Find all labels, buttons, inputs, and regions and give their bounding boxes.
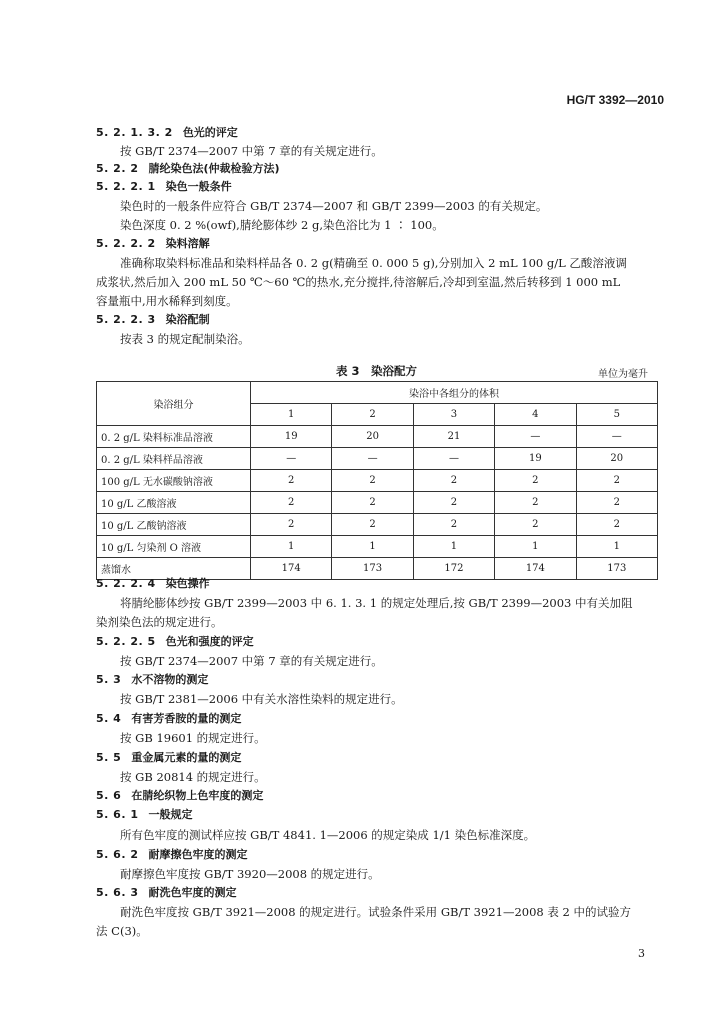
paragraph: 按 GB 19601 的规定进行。 xyxy=(120,731,266,745)
table-row xyxy=(97,536,658,558)
section-title: 水不溶物的测定 xyxy=(131,673,209,686)
paragraph: 耐洗色牢度按 GB/T 3921—2008 的规定进行。试验条件采用 GB/T 3921—2008 表 2 中的试验方 xyxy=(120,905,631,919)
paragraph-continuation: 成浆状,然后加入 200 mL 50 ℃～60 ℃的热水,充分搅拌,待溶解后,冷却到室温,然后转移到 1 000 mL xyxy=(96,275,621,289)
paragraph: 按 GB/T 2381—2006 中有关水溶性染料的规定进行。 xyxy=(120,692,403,706)
section-heading xyxy=(96,712,241,726)
table-cell: 2 xyxy=(251,492,332,514)
section-number: 5. 2. 2. 1 xyxy=(96,180,156,193)
table-cell: 19 xyxy=(251,426,332,448)
table-cell: 2 xyxy=(413,492,494,514)
table-cell: 21 xyxy=(413,426,494,448)
table-cell: 20 xyxy=(576,448,657,470)
table-row xyxy=(97,448,658,470)
section-title: 色光和强度的评定 xyxy=(165,635,254,648)
paragraph: 所有色牢度的测试样应按 GB/T 4841. 1—2006 的规定染成 1/1 染色标准深度。 xyxy=(120,828,536,842)
page-number: 3 xyxy=(638,947,645,960)
section-heading xyxy=(96,180,232,194)
paragraph-continuation: 染剂染色法的规定进行。 xyxy=(96,615,223,629)
paragraph: 染色时的一般条件应符合 GB/T 2374—2007 和 GB/T 2399—2003 的有关规定。 xyxy=(120,199,548,213)
paragraph: 耐摩擦色牢度按 GB/T 3920—2008 的规定进行。 xyxy=(120,867,380,881)
table-cell: 2 xyxy=(413,514,494,536)
paragraph-continuation: 容量瓶中,用水稀释到刻度。 xyxy=(96,294,238,308)
row-label: 10 g/L 匀染剂 O 溶液 xyxy=(97,536,251,558)
section-heading xyxy=(96,162,280,176)
section-number: 5. 3 xyxy=(96,673,122,686)
column-number: 2 xyxy=(332,404,413,426)
table-cell: 2 xyxy=(576,514,657,536)
table-cell: 20 xyxy=(332,426,413,448)
row-label: 0. 2 g/L 染料样品溶液 xyxy=(97,448,251,470)
table-cell: 2 xyxy=(251,470,332,492)
table-cell: 173 xyxy=(576,558,657,580)
section-number: 5. 2. 2 xyxy=(96,162,139,175)
dye-bath-recipe-table xyxy=(96,381,658,580)
table-cell: 2 xyxy=(495,514,576,536)
column-number: 3 xyxy=(413,404,494,426)
row-label: 10 g/L 乙酸钠溶液 xyxy=(97,514,251,536)
section-heading xyxy=(96,848,247,862)
section-heading xyxy=(96,577,210,591)
table-cell: 2 xyxy=(251,514,332,536)
column-header: 染浴组分 xyxy=(97,382,251,426)
section-title: 染浴配制 xyxy=(165,313,210,326)
table-cell: — xyxy=(576,426,657,448)
paragraph: 染色深度 0. 2 %(owf),腈纶膨体纱 2 g,染色浴比为 1 ∶ 100。 xyxy=(120,218,444,232)
section-title: 腈纶染色法(仲裁检验方法) xyxy=(148,162,280,175)
row-label: 0. 2 g/L 染料标准品溶液 xyxy=(97,426,251,448)
table-caption: 表 3 染浴配方 xyxy=(336,364,418,378)
section-heading xyxy=(96,751,241,765)
section-title: 有害芳香胺的量的测定 xyxy=(131,712,242,725)
section-title: 耐洗色牢度的测定 xyxy=(148,886,237,899)
section-number: 5. 5 xyxy=(96,751,122,764)
table-cell: 2 xyxy=(332,492,413,514)
column-number: 1 xyxy=(251,404,332,426)
paragraph: 按 GB 20814 的规定进行。 xyxy=(120,770,266,784)
table-cell: 19 xyxy=(495,448,576,470)
section-heading xyxy=(96,673,208,687)
section-title: 染色一般条件 xyxy=(165,180,232,193)
table-cell: — xyxy=(413,448,494,470)
table-cell: 2 xyxy=(413,470,494,492)
section-title: 在腈纶织物上色牢度的测定 xyxy=(131,789,264,802)
paragraph: 将腈纶膨体纱按 GB/T 2399—2003 中 6. 1. 3. 1 的规定处理后,按 GB/T 2399—2003 中有关加阻 xyxy=(120,596,633,610)
row-label: 蒸馏水 xyxy=(97,558,251,580)
section-heading xyxy=(96,313,210,327)
table-row xyxy=(97,470,658,492)
column-number: 5 xyxy=(576,404,657,426)
table-cell: 1 xyxy=(251,536,332,558)
table-row xyxy=(97,426,658,448)
section-number: 5. 4 xyxy=(96,712,122,725)
section-heading xyxy=(96,126,238,140)
section-title: 重金属元素的量的测定 xyxy=(131,751,242,764)
section-number: 5. 6. 3 xyxy=(96,886,139,899)
table-cell: — xyxy=(495,426,576,448)
table-cell: — xyxy=(332,448,413,470)
section-title: 耐摩擦色牢度的测定 xyxy=(148,848,248,861)
section-number: 5. 2. 2. 3 xyxy=(96,313,156,326)
section-title: 染色操作 xyxy=(165,577,210,590)
paragraph: 按表 3 的规定配制染浴。 xyxy=(120,332,250,346)
table-cell: 174 xyxy=(495,558,576,580)
section-heading xyxy=(96,789,263,803)
table-unit: 单位为毫升 xyxy=(598,369,648,380)
section-number: 5. 6. 1 xyxy=(96,808,139,821)
table-cell: 172 xyxy=(413,558,494,580)
group-header: 染浴中各组分的体积 xyxy=(251,382,658,404)
section-number: 5. 2. 1. 3. 2 xyxy=(96,126,173,139)
section-title: 色光的评定 xyxy=(182,126,238,139)
section-number: 5. 2. 2. 4 xyxy=(96,577,156,590)
table-cell: 173 xyxy=(332,558,413,580)
section-number: 5. 2. 2. 2 xyxy=(96,237,156,250)
table-cell: 1 xyxy=(495,536,576,558)
table-cell: 2 xyxy=(495,470,576,492)
table-cell: 1 xyxy=(332,536,413,558)
table-cell: — xyxy=(251,448,332,470)
section-heading xyxy=(96,635,254,649)
table-cell: 1 xyxy=(576,536,657,558)
table-cell: 2 xyxy=(332,470,413,492)
section-heading xyxy=(96,808,192,822)
table-header-row xyxy=(97,382,658,404)
section-title: 染料溶解 xyxy=(165,237,210,250)
table-cell: 2 xyxy=(332,514,413,536)
table-cell: 1 xyxy=(413,536,494,558)
section-number: 5. 6. 2 xyxy=(96,848,139,861)
section-heading xyxy=(96,886,236,900)
table-row xyxy=(97,514,658,536)
section-title: 一般规定 xyxy=(148,808,193,821)
row-label: 100 g/L 无水碳酸钠溶液 xyxy=(97,470,251,492)
section-number: 5. 2. 2. 5 xyxy=(96,635,156,648)
paragraph: 按 GB/T 2374—2007 中第 7 章的有关规定进行。 xyxy=(120,144,383,158)
paragraph: 准确称取染料标准品和染料样品各 0. 2 g(精确至 0. 000 5 g),分别加入 2 mL 100 g/L 乙酸溶液调 xyxy=(120,256,627,270)
section-heading xyxy=(96,237,210,251)
table-cell: 2 xyxy=(495,492,576,514)
paragraph-continuation: 法 C(3)。 xyxy=(96,924,148,938)
standard-code-header: HG/T 3392—2010 xyxy=(566,93,664,107)
row-label: 10 g/L 乙酸溶液 xyxy=(97,492,251,514)
table-cell: 2 xyxy=(576,470,657,492)
paragraph: 按 GB/T 2374—2007 中第 7 章的有关规定进行。 xyxy=(120,654,383,668)
table-cell: 174 xyxy=(251,558,332,580)
section-number: 5. 6 xyxy=(96,789,122,802)
table-cell: 2 xyxy=(576,492,657,514)
table-row xyxy=(97,492,658,514)
column-number: 4 xyxy=(495,404,576,426)
